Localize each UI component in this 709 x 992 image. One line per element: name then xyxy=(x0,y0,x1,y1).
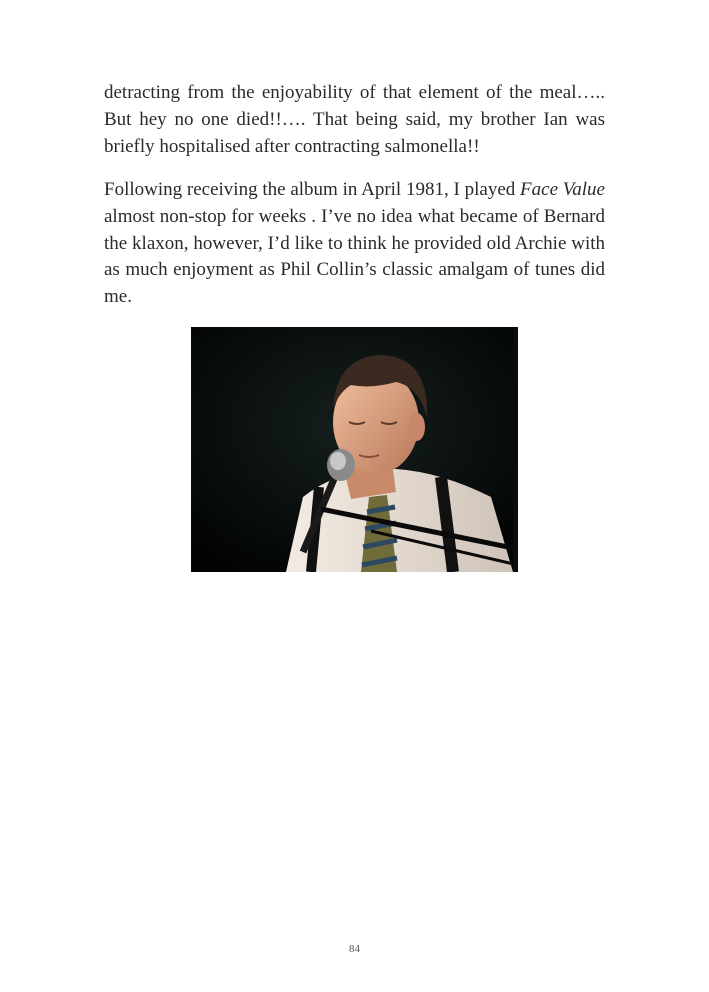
album-title: Face Value xyxy=(520,179,605,200)
paragraph-2-text-start: Following receiving the album in April 1981, I played xyxy=(104,179,521,200)
page-number: 84 xyxy=(349,943,360,955)
paragraph-2 xyxy=(104,177,605,311)
concert-photo xyxy=(191,327,518,572)
paragraph-1: detracting from the enjoyability of that element of the meal….. But hey no one died!!…. That being said, my brother Ian was briefly hospitalised after contracting salmonella!! xyxy=(104,82,605,157)
paragraph-2-text-end: almost non-stop for weeks . I’ve no idea what became of Bernard the klaxon, however, I’d like to think he provided old Archie with as much enjoyment as Phil Collin’s classic amalgam of tunes did me. xyxy=(104,205,605,308)
